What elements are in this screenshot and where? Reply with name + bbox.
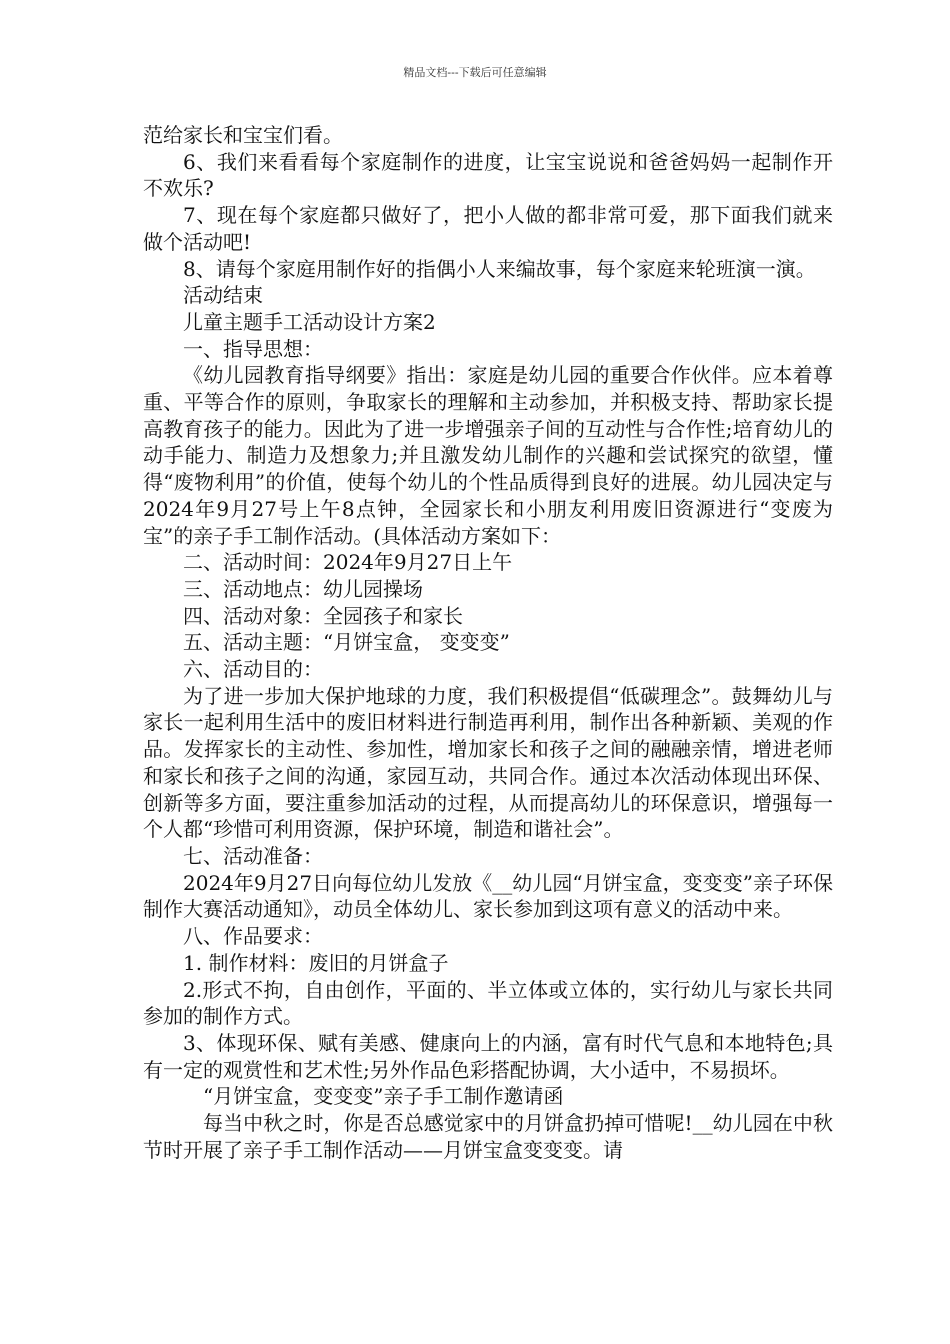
paragraph: 6、我们来看看每个家庭制作的进度，让宝宝说说和爸爸妈妈一起制作开不欢乐?: [143, 149, 833, 201]
section-heading: 七、活动准备：: [183, 843, 323, 868]
paragraph: 每当中秋之时，你是否总感觉家中的月饼盒扔掉可惜呢!__幼儿园在中秋节时开展了亲子手工制作活动——月饼宝盒变变变。请: [143, 1111, 833, 1162]
paragraph: 2.形式不拘，自由创作，平面的、半立体或立体的，实行幼儿与家长共同参加的制作方式。: [143, 977, 833, 1029]
paragraph: 3、体现环保、赋有美感、健康向上的内涵，富有时代气息和本地特色;具有一定的观赏性和艺术性;另外作品色彩搭配协调，大小适中，不易损坏。: [143, 1030, 833, 1082]
section-heading: 一、指导思想：: [183, 336, 323, 361]
paragraph: 二、活动时间：2024年9月27日上午: [183, 550, 513, 575]
paragraph: 三、活动地点：幼儿园操场: [183, 576, 423, 601]
paragraph: 7、现在每个家庭都只做好了，把小人做的都非常可爱，那下面我们就来做个活动吧!: [143, 203, 833, 254]
section-heading: 活动结束: [183, 283, 263, 308]
section-heading: 儿童主题手工活动设计方案2: [183, 309, 436, 334]
paragraph: 2024年9月27日向每位幼儿发放《__幼儿园“月饼宝盒，变变变”亲子环保制作大赛活动通知》，动员全体幼儿、家长参加到这项有意义的活动中来。: [143, 870, 833, 922]
paragraph: 为了进一步加大保护地球的力度，我们积极提倡“低碳理念”。鼓舞幼儿与家长一起利用生活中的废旧材料进行制造再利用，制作出各种新颖、美观的作品。发挥家长的主动性、参加性，增加家长和孩子之间的融融亲情，增进老师和家长和孩子之间的沟通，家园互动，共同合作。通过本次活动体现出环保、创新等多方面，要注重参加活动的过程，从而提高幼儿的环保意识，增强每一个人都“珍惜可利用资源，保护环境，制造和谐社会”。: [143, 683, 833, 842]
paragraph: 《幼儿园教育指导纲要》指出：家庭是幼儿园的重要合作伙伴。应本着尊重、平等合作的原则，争取家长的理解和主动参加，并积极支持、帮助家长提高教育孩子的能力。因此为了进一步增强亲子间的互动性与合作性;培育幼儿的动手能力、制造力及想象力;并且激发幼儿制作的兴趣和尝试探究的欲望，懂得“废物利用”的价值，使每个幼儿的个性品质得到良好的进展。幼儿园决定与2024年9月27号上午8点钟，全园家长和小朋友利用废旧资源进行“变废为宝”的亲子手工制作活动。(具体活动方案如下：: [143, 363, 833, 548]
paragraph: 四、活动对象：全园孩子和家长: [183, 603, 463, 628]
paragraph: 范给家长和宝宝们看。: [143, 123, 343, 147]
section-heading: “月饼宝盒，变变变”亲子手工制作邀请函: [203, 1084, 564, 1109]
paragraph: 8、请每个家庭用制作好的指偶小人来编故事，每个家庭来轮班演一演。: [183, 256, 816, 281]
page-header: 精品文档---下载后可任意编辑: [403, 66, 547, 79]
document-body: [143, 122, 833, 1163]
paragraph: 五、活动主题：“月饼宝盒， 变变变”: [183, 630, 510, 655]
section-heading: 八、作品要求：: [183, 924, 323, 949]
section-heading: 六、活动目的：: [183, 657, 323, 682]
paragraph: 1. 制作材料：废旧的月饼盒子: [183, 950, 449, 975]
